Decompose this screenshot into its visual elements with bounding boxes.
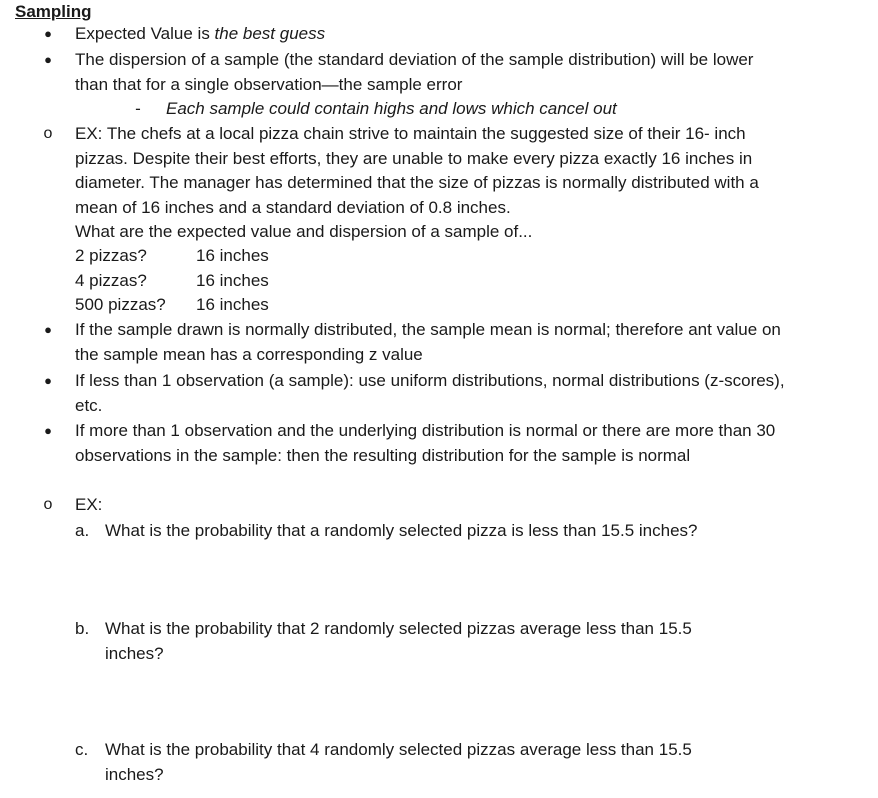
bullet-text: If the sample drawn is normally distributed, the sample mean is normal; therefore ant value on the sample mean has a corresponding z value	[75, 320, 781, 364]
bullet-emphasis: the best guess	[214, 24, 326, 43]
question-text: What is the probability that 4 randomly selected pizzas average less than 15.5 inches?	[105, 740, 692, 784]
sample-size-label: 2 pizzas?	[75, 246, 147, 265]
sample-size-label: 500 pizzas?	[75, 295, 166, 314]
question-text: What is the probability that 2 randomly selected pizzas average less than 15.5 inches?	[105, 619, 692, 663]
question-letter: a.	[75, 521, 90, 540]
question-letter: c.	[75, 740, 89, 759]
circle-bullet-icon: o	[43, 496, 53, 513]
bullet-text: If more than 1 observation and the underlying distribution is normal or there are more than 30 observations in the sample: then the resulting distribution for the sample is normal	[75, 421, 776, 465]
sub-item-text: Each sample could contain highs and lows which cancel out	[166, 99, 617, 118]
bullet-text: If less than 1 observation (a sample): use uniform distributions, normal distributions (z-scores), etc.	[75, 371, 785, 415]
circle-bullet-icon: o	[43, 125, 53, 142]
example-question-text: What are the expected value and dispersion of a sample of...	[75, 222, 533, 241]
bullet-icon: ●	[44, 322, 52, 337]
bullet-icon: ●	[44, 26, 52, 41]
sample-size-label: 4 pizzas?	[75, 271, 147, 290]
expected-value: 16 inches	[196, 246, 269, 265]
bullet-text: The dispersion of a sample (the standard deviation of the sample distribution) will be lower than that for a single observation—the sample error	[75, 50, 754, 94]
bullet-text: Expected Value is	[75, 24, 215, 43]
expected-value: 16 inches	[196, 271, 269, 290]
question-text: What is the probability that a randomly selected pizza is less than 15.5 inches?	[105, 521, 698, 540]
dash-icon: -	[135, 99, 141, 118]
bullet-icon: ●	[44, 423, 52, 438]
section-title: Sampling	[15, 2, 92, 21]
bullet-icon: ●	[44, 373, 52, 388]
example-text: EX: The chefs at a local pizza chain strive to maintain the suggested size of their 16- inch pizzas. Despite their best efforts, they are unable to make every pizza exactly 16 inches in diameter. The manager has determined that the size of pizzas is normally distributed with a mean of 16 inches and a standard deviation of 0.8 inches.	[75, 124, 759, 217]
question-letter: b.	[75, 619, 90, 638]
bullet-icon: ●	[44, 52, 52, 67]
example-label: EX:	[75, 495, 103, 514]
expected-value: 16 inches	[196, 295, 269, 314]
